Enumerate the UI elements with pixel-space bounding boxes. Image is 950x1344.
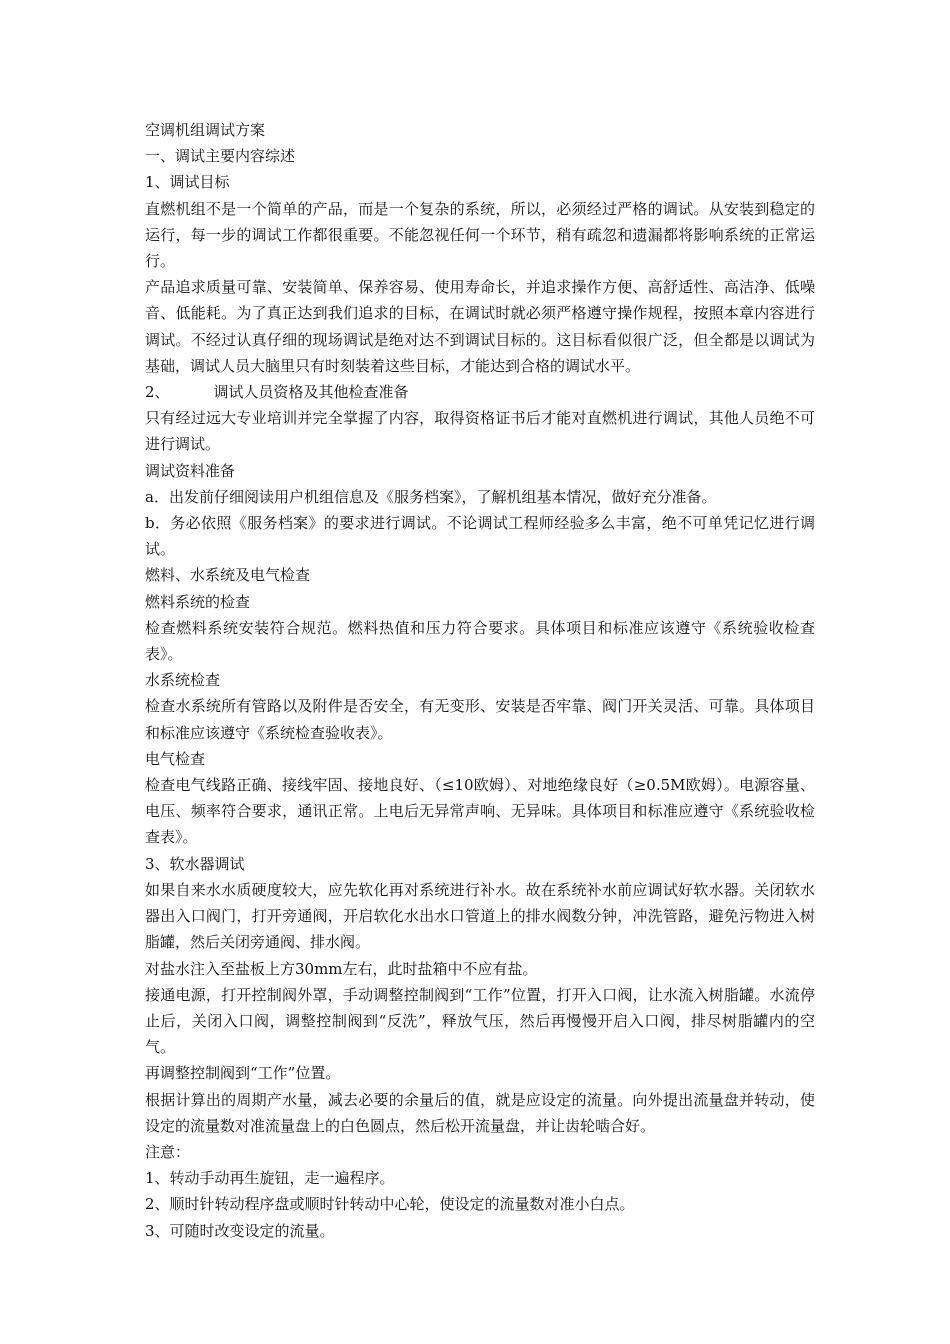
paragraph: 3、可随时改变设定的流量。 bbox=[145, 1221, 335, 1240]
paragraph: 一、调试主要内容综述 bbox=[145, 147, 296, 166]
paragraph: 再调整控制阀到“工作”位置。 bbox=[145, 1064, 341, 1083]
paragraph: 1、调试目标 bbox=[145, 173, 230, 192]
section-title: 调试人员资格及其他检查准备 bbox=[213, 383, 409, 402]
paragraph: 3、软水器调试 bbox=[145, 854, 245, 873]
paragraph: b．务必依照《服务档案》的要求进行调试。不论调试工程师经验多么丰富，绝不可单凭记忆进行调试。 bbox=[145, 514, 815, 559]
section-heading-2 bbox=[145, 379, 815, 405]
paragraph: 注意： bbox=[145, 1142, 191, 1161]
paragraph: 直燃机组不是一个简单的产品，而是一个复杂的系统，所以，必须经过严格的调试。从安装到稳定的运行，每一步的调试工作都很重要。不能忽视任何一个环节，稍有疏忽和遗漏都将影响系统的正常运行。 bbox=[145, 199, 815, 271]
paragraph: 检查水系统所有管路以及附件是否安全，有无变形、安装是否牢靠、阀门开关灵活、可靠。具体项目和标准应该遵守《系统检查验收表》。 bbox=[145, 697, 815, 742]
paragraph: 如果自来水水质硬度较大，应先软化再对系统进行补水。故在系统补水前应调试好软水器。关闭软水器出入口阀门，打开旁通阀，开启软化水出水口管道上的排水阀数分钟，冲洗管路，避免污物进入树脂罐，然后关闭旁通阀、排水阀。 bbox=[145, 880, 815, 952]
paragraph: 检查燃料系统安装符合规范。燃料热值和压力符合要求。具体项目和标准应该遵守《系统验收检查表》。 bbox=[145, 618, 815, 664]
paragraph: 只有经过远大专业培训并完全掌握了内容，取得资格证书后才能对直燃机进行调试，其他人员绝不可进行调试。 bbox=[145, 409, 815, 454]
paragraph: 根据计算出的周期产水量，减去必要的余量后的值，就是应设定的流量。向外提出流量盘并转动，使设定的流量数对准流量盘上的白色圆点，然后松开流量盘，并让齿轮啮合好。 bbox=[145, 1090, 815, 1135]
paragraph: 1、转动手动再生旋钮，走一遍程序。 bbox=[145, 1169, 395, 1188]
paragraph: 水系统检查 bbox=[145, 671, 221, 690]
document-title: 空调机组调试方案 bbox=[145, 121, 266, 139]
paragraph: a．出发前仔细阅读用户机组信息及《服务档案》，了解机组基本情况，做好充分准备。 bbox=[145, 487, 717, 506]
paragraph: 2、顺时针转动程序盘或顺时针转动中心轮，使设定的流量数对准小白点。 bbox=[145, 1195, 635, 1214]
paragraph: 对盐水注入至盐板上方30mm左右，此时盐箱中不应有盐。 bbox=[145, 959, 538, 978]
paragraph: 产品追求质量可靠、安装简单、保养容易、使用寿命长，并追求操作方便、高舒适性、高洁净、低噪音、低能耗。为了真正达到我们追求的目标，在调试时就必须严格遵守操作规程，按照本章内容进行调试。不经过认真仔细的现场调试是绝对达不到调试目标的。这目标看似很广泛，但全都是以调试为基础，调试人员大脑里只有时刻装着这些目标，才能达到合格的调试水平。 bbox=[145, 278, 815, 375]
paragraph: 检查电气线路正确、接线牢固、接地良好、（≤10欧姆）、对地绝缘良好（≥0.5M欧姆）。电源容量、电压、频率符合要求，通讯正常。上电后无异常声响、无异味。具体项目和标准应遵守《系统验收检查表》。 bbox=[145, 776, 815, 847]
paragraph: 燃料、水系统及电气检查 bbox=[145, 566, 311, 585]
paragraph: 电气检查 bbox=[145, 749, 206, 768]
document-content bbox=[145, 143, 815, 1244]
paragraph: 调试资料准备 bbox=[145, 461, 236, 480]
document-body bbox=[145, 117, 815, 1244]
section-number: 2、 bbox=[145, 383, 170, 402]
paragraph: 接通电源，打开控制阀外罩，手动调整控制阀到“工作”位置，打开入口阀，让水流入树脂罐。水流停止后，关闭入口阀，调整控制阀到“反洗”，释放气压，然后再慢慢开启入口阀，排尽树脂罐内的空气。 bbox=[145, 985, 815, 1057]
paragraph: 燃料系统的检查 bbox=[145, 592, 251, 611]
